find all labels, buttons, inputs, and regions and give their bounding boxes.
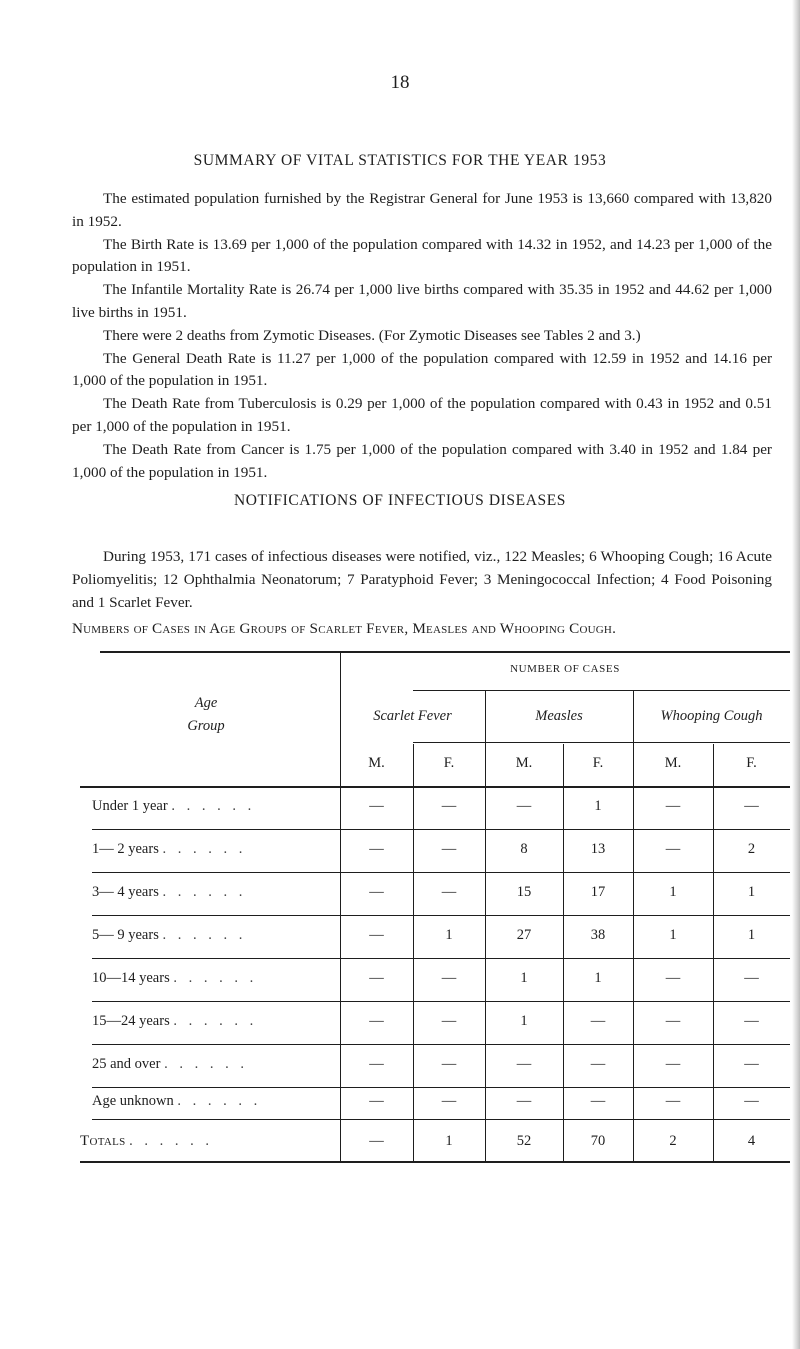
table-cell: 8: [520, 841, 528, 857]
paragraph-tuberculosis: The Death Rate from Tuberculosis is 0.29 per 1,000 of the population compared with 0.43 in 1952 and 0.51 per 1,000 of the population in 1951.: [72, 395, 772, 435]
table-cell: —: [441, 841, 457, 857]
scarlet-fever-header: Scarlet Fever: [373, 708, 452, 724]
age-header: Age: [194, 695, 218, 711]
table-cell: —: [441, 970, 457, 986]
rule-disease-headers: [413, 742, 790, 743]
notifications-text: [72, 546, 772, 614]
table-cell: —: [516, 798, 532, 814]
rule-header-bottom: [80, 786, 790, 788]
totals-cell: —: [369, 1133, 384, 1149]
table-cell: —: [744, 970, 759, 986]
table-cell: —: [744, 1093, 759, 1109]
measles-header: Measles: [535, 708, 583, 724]
row-label: Age unknown . . . . . .: [92, 1093, 262, 1109]
rule-row-7: [92, 1087, 790, 1088]
table-cell: —: [665, 970, 681, 986]
row-label: 1— 2 years . . . . . .: [92, 841, 247, 857]
sex-header-f: F.: [443, 755, 455, 771]
row-label: 3— 4 years . . . . . .: [92, 884, 247, 900]
paragraph-zymotic: There were 2 deaths from Zymotic Diseases. (For Zymotic Diseases see Tables 2 and 3.): [103, 326, 641, 344]
rule-row-1: [92, 829, 790, 830]
table-cell: —: [441, 884, 457, 900]
table-cell: —: [369, 1013, 384, 1029]
table-cell: 38: [590, 927, 606, 943]
table-cell: —: [744, 798, 759, 814]
table-cell: —: [590, 1013, 606, 1029]
rule-row-4: [92, 958, 790, 959]
row-label: 15—24 years . . . . . .: [92, 1013, 258, 1029]
table-cell: 17: [590, 884, 606, 900]
table-cell: 1: [747, 927, 756, 943]
row-label: 5— 9 years . . . . . .: [92, 927, 247, 943]
table-cell: —: [665, 798, 681, 814]
rule-row-6: [92, 1044, 790, 1045]
table-cell: —: [516, 1093, 532, 1109]
totals-cell: 2: [669, 1133, 677, 1149]
table-cell: —: [665, 841, 681, 857]
page-edge-shadow: [792, 0, 800, 1349]
age-group-table: [72, 651, 790, 1161]
table-cell: —: [369, 798, 384, 814]
rule-number-of-cases: [413, 690, 790, 691]
totals-cell: 1: [445, 1133, 453, 1149]
table-cell: 27: [516, 927, 532, 943]
rule-row-5: [92, 1001, 790, 1002]
table-cell: —: [744, 1013, 759, 1029]
paragraph-death-rate: The General Death Rate is 11.27 per 1,000 of the population compared with 12.59 in 1952 and 14.16 per 1,000 of the population in 1951.: [72, 349, 772, 390]
table-cell: —: [665, 1056, 681, 1072]
table-cell: 1: [520, 1013, 528, 1029]
page-number: 18: [390, 72, 410, 93]
paragraph-notifications: During 1953, 171 cases of infectious diseases were notified, viz., 122 Measles; 6 Whooping Cough; 16 Acute Poliomyelitis; 12 Ophthalmia Neonatorum; 7 Paratyphoid Fever; 3 Meningococcal Infection; 4 Food Poisoning and 1 Scarlet Fever.: [72, 548, 772, 611]
table-cell: —: [441, 1093, 457, 1109]
table-cell: 1: [594, 798, 602, 814]
table-cell: —: [369, 1056, 384, 1072]
table-cell: —: [369, 927, 384, 943]
table-cell: 13: [590, 841, 606, 857]
sex-header-m: M.: [368, 755, 385, 771]
table-cell: 2: [747, 841, 756, 857]
group-header: Group: [187, 718, 225, 734]
table-cell: —: [590, 1093, 606, 1109]
row-label: Under 1 year . . . . . .: [92, 798, 256, 814]
table-cell: —: [369, 970, 384, 986]
totals-cell: 70: [590, 1133, 606, 1149]
row-label: 25 and over . . . . . .: [92, 1056, 248, 1072]
table-cell: —: [665, 1093, 681, 1109]
notifications-heading: NOTIFICATIONS OF INFECTIOUS DISEASES: [233, 492, 567, 509]
totals-cell: 52: [516, 1133, 532, 1149]
rule-row-8: [92, 1119, 790, 1120]
totals-label: Totals . . . . . .: [80, 1133, 214, 1149]
rule-bottom: [80, 1161, 790, 1163]
totals-cell: 4: [747, 1133, 756, 1149]
table-title: Numbers of Cases in Age Groups of Scarlet Fever, Measles and Whooping Cough.: [72, 620, 617, 637]
table-cell: 1: [669, 884, 677, 900]
number-of-cases-header: NUMBER OF CASES: [510, 663, 620, 675]
summary-text: [72, 188, 772, 484]
summary-heading: SUMMARY OF VITAL STATISTICS FOR THE YEAR 1953: [193, 152, 607, 169]
table-cell: —: [590, 1056, 606, 1072]
table-cell: —: [441, 798, 457, 814]
table-cell: 1: [445, 927, 453, 943]
paragraph-population: The estimated population furnished by the Registrar General for June 1953 is 13,660 compared with 13,820 in 1952.: [72, 190, 772, 230]
table-cell: —: [441, 1013, 457, 1029]
rule-row-3: [92, 915, 790, 916]
table-cell: —: [369, 841, 384, 857]
table-cell: —: [369, 1093, 384, 1109]
table-cell: 15: [516, 884, 532, 900]
sex-header-m: M.: [515, 755, 533, 771]
table-cell: —: [744, 1056, 759, 1072]
table-cell: 1: [669, 927, 677, 943]
whooping-cough-header: Whooping Cough: [660, 708, 763, 724]
rule-age-column: [340, 651, 341, 1161]
paragraph-cancer: The Death Rate from Cancer is 1.75 per 1,000 of the population compared with 3.40 in 1952 and 1.84 per 1,000 of the population in 1951.: [72, 440, 772, 481]
table-cell: 1: [747, 884, 756, 900]
sex-header-f: F.: [592, 755, 604, 771]
table-cell: 1: [520, 970, 528, 986]
rule-row-2: [92, 872, 790, 873]
table-cell: 1: [594, 970, 602, 986]
table-cell: —: [369, 884, 384, 900]
table-cell: —: [441, 1056, 457, 1072]
sex-header-m: M.: [664, 755, 682, 771]
row-label: 10—14 years . . . . . .: [92, 970, 258, 986]
table-cell: —: [516, 1056, 532, 1072]
paragraph-birth-rate: The Birth Rate is 13.69 per 1,000 of the population compared with 14.32 in 1952, and 14.23 per 1,000 of the population in 1951.: [72, 235, 772, 276]
table-cell: —: [665, 1013, 681, 1029]
paragraph-infant-mortality: The Infantile Mortality Rate is 26.74 per 1,000 live births compared with 35.35 in 1952 and 44.62 per 1,000 live births in 1951.: [72, 281, 772, 321]
rule-top: [100, 651, 790, 653]
sex-header-f: F.: [746, 755, 757, 771]
